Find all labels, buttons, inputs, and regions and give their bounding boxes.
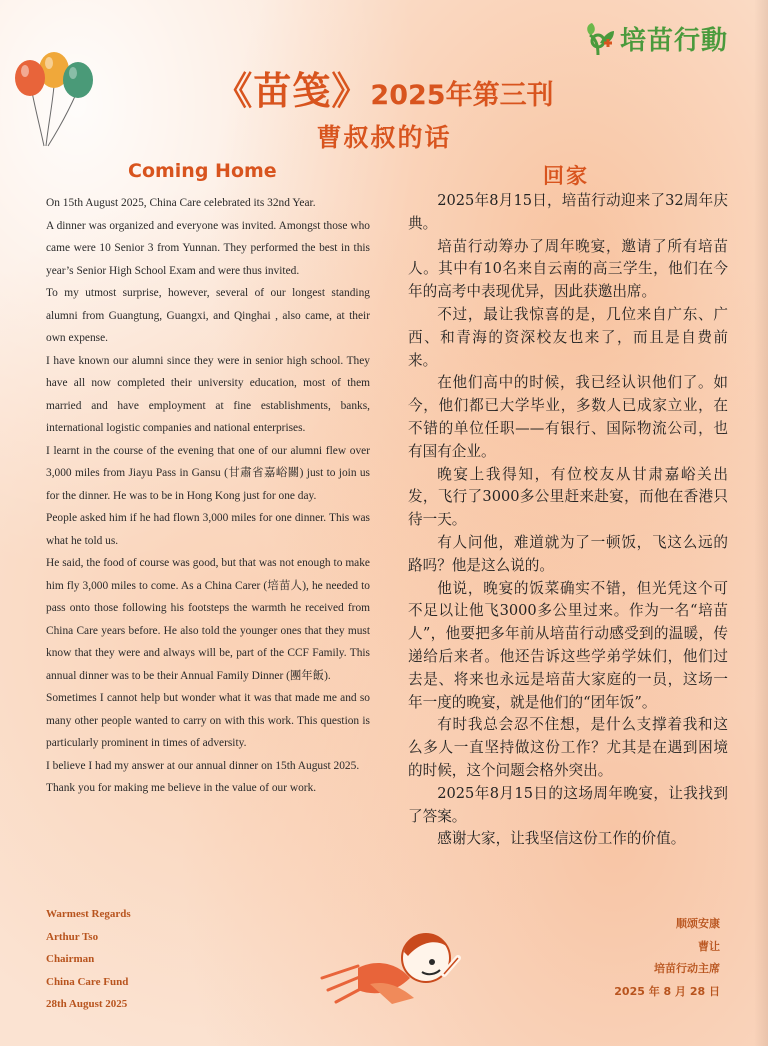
english-paragraph: Thank you for making me believe in the value of our work. <box>46 782 317 794</box>
chinese-paragraph: 晚宴上我得知，有位校友从甘肃嘉峪关出发，飞行了3000多公里赶来赴宴，而他在香港只待一天。 <box>408 465 728 529</box>
english-paragraph: Sometimes I cannot help but wonder what it was that made me and so many other people wanted to carry on with this work. This question is particularly prominent in times of adversity. <box>46 692 370 749</box>
paper-edge-shadow <box>754 0 768 1046</box>
english-paragraph: A dinner was organized and everyone was invited. Amongst those who came were 10 Senior 3 from Yunnan. They performed the best in this year’s Senior High School Exam and were thus invited. <box>46 219 370 277</box>
english-heading: Coming Home <box>128 160 277 182</box>
sprout-logo-icon <box>584 21 616 57</box>
chinese-paragraph: 他说，晚宴的饭菜确实不错，但光凭这个可不足以让他飞3000多公里过来。作为一名“培苗人”，他要把多年前从培苗行动感受到的温暖，传递给后来者。他还告诉这些学弟学妹们，他们过去是、将来也永远是培苗大家庭的一员，这场一年一度的晚宴，就是他们的“团年饭”。 <box>408 579 728 711</box>
english-paragraph: He said, the food of course was good, but that was not enough to make him fly 3,000 miles to come. As a China Carer (培苗人), he needed to pass onto those following his footsteps the warmth he received from China Care years before. He also told the younger ones that they must know that they were and always will be, part of the CCF Family. This annual dinner was to be their Annual Family Dinner (團年飯). <box>46 557 370 682</box>
signoff-line: 培苗行动主席 <box>654 962 720 975</box>
english-signoff <box>46 903 131 1016</box>
chinese-body <box>408 190 728 851</box>
title-main: 《苗笺》 <box>214 69 371 113</box>
chinese-paragraph: 2025年8月15日，培苗行动迎来了32周年庆典。 <box>408 192 728 232</box>
chinese-signoff <box>560 913 720 1003</box>
signoff-line: Warmest Regards <box>46 908 131 920</box>
chinese-paragraph: 有人问他，难道就为了一顿饭，飞这么远的路吗？他是这么说的。 <box>408 533 728 574</box>
signoff-line: Arthur Tso <box>46 930 99 943</box>
chinese-paragraph: 感谢大家，让我坚信这份工作的价值。 <box>437 830 686 848</box>
english-paragraph: To my utmost surprise, however, several of our longest standing alumni from Guangtung, Guangxi, and Qinghai , also came, at their own expense. <box>46 287 370 344</box>
chinese-heading: 回家 <box>543 164 589 188</box>
page-subtitle: 曹叔叔的话 <box>316 123 452 152</box>
signoff-line: 顺颂安康 <box>676 917 720 930</box>
english-paragraph: On 15th August 2025, China Care celebrated its 32nd Year. <box>46 197 316 209</box>
chinese-paragraph: 在他们高中的时候，我已经认识他们了。如今，他们都已大学毕业，多数人已成家立业，在不错的单位任职——有银行、国际物流公司，也有国有企业。 <box>408 374 728 460</box>
english-paragraph: People asked him if he had flown 3,000 miles for one dinner. This was what he told us. <box>46 512 370 547</box>
logo-text: 培苗行動 <box>619 26 728 56</box>
chinese-paragraph: 有时我总会忍不住想，是什么支撑着我和这么多人一直坚持做这份工作？尤其是在遇到困境的时候，这个问题会格外突出。 <box>408 716 728 779</box>
logo <box>584 20 728 57</box>
chinese-paragraph: 2025年8月15日的这场周年晚宴，让我找到了答案。 <box>408 784 728 825</box>
signoff-line: 2025 年 8 月 28 日 <box>614 984 720 998</box>
english-body <box>46 192 370 800</box>
signoff-line: China Care Fund <box>46 975 129 988</box>
chinese-paragraph: 培苗行动筹办了周年晚宴，邀请了所有培苗人。其中有10名来自云南的高三学生，他们在今年的高考中表现优异，因此获邀出席。 <box>408 237 728 301</box>
english-paragraph: I have known our alumni since they were in senior high school. They have all now completed their university education, most of them married and have employment at fine establishments, banks, international logistic companies and national enterprises. <box>46 354 370 434</box>
flying-hero-mascot-icon <box>318 918 468 1018</box>
page-title <box>0 60 768 115</box>
english-paragraph: I believe I had my answer at our annual dinner on 15th August 2025. <box>46 759 360 772</box>
chinese-paragraph: 不过，最让我惊喜的是，几位来自广东、广西、和青海的资深校友也来了，而且是自费前来。 <box>408 305 728 369</box>
english-paragraph: I learnt in the course of the evening that one of our alumni flew over 3,000 miles from Jiayu Pass in Gansu (甘肅省嘉峪關) just to join us for the dinner. He was to be in Hong Kong just for one day. <box>46 444 370 502</box>
signoff-line: Chairman <box>46 953 95 966</box>
signoff-line: 28th August 2025 <box>46 998 128 1011</box>
title-issue: 2025年第三刊 <box>370 80 554 111</box>
signoff-line: 曹让 <box>698 939 720 953</box>
